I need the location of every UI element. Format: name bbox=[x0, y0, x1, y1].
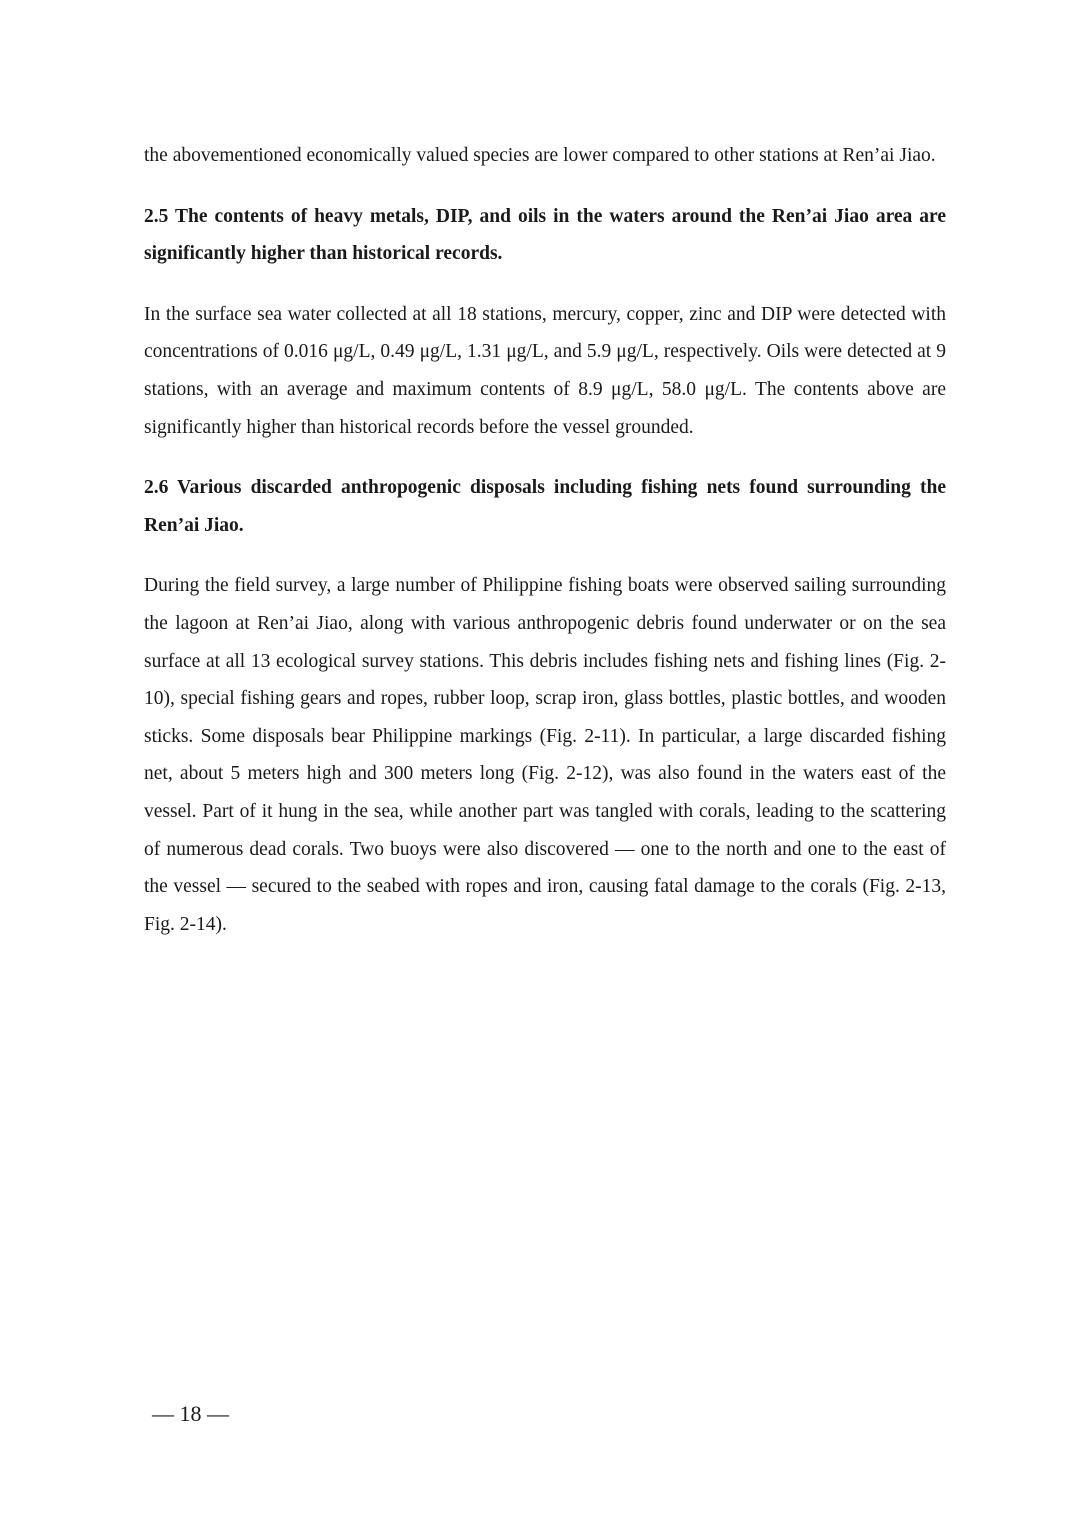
section-2-5-paragraph: In the surface sea water collected at all 18 stations, mercury, copper, zinc and DIP were detected with concentrations of 0.016 μg/L, 0.49 μg/L, 1.31 μg/L, and 5.9 μg/L, respectively. Oils were detected at 9 stations, with an average and maximum contents of 8.9 μg/L, 58.0 μg/L. The contents above are significantly higher than historical records before the vessel grounded. bbox=[144, 303, 946, 438]
page-number: — 18 — bbox=[152, 1401, 229, 1426]
section-2-6-paragraph: During the field survey, a large number of Philippine fishing boats were observed sailing surrounding the lagoon at Ren’ai Jiao, along with various anthropogenic debris found underwater or on the sea surface at all 13 ecological survey stations. This debris includes fishing nets and fishing lines (Fig. 2-10), special fishing gears and ropes, rubber loop, scrap iron, glass bottles, plastic bottles, and wooden sticks. Some disposals bear Philippine markings (Fig. 2-11). In particular, a large discarded fishing net, about 5 meters high and 300 meters long (Fig. 2-12), was also found in the waters east of the vessel. Part of it hung in the sea, while another part was tangled with corals, leading to the scattering of numerous dead corals. Two buoys were also discovered — one to the north and one to the east of the vessel — secured to the seabed with ropes and iron, causing fatal damage to the corals (Fig. 2-13, Fig. 2-14). bbox=[144, 575, 946, 935]
intro-continuation-paragraph: the abovementioned economically valued species are lower compared to other stations at Ren’ai Jiao. bbox=[144, 145, 936, 166]
page-content bbox=[144, 137, 946, 943]
section-2-6-heading: 2.6 Various discarded anthropogenic disposals including fishing nets found surrounding the Ren’ai Jiao. bbox=[144, 477, 946, 536]
section-2-5-heading: 2.5 The contents of heavy metals, DIP, and oils in the waters around the Ren’ai Jiao area are significantly higher than historical records. bbox=[144, 205, 946, 265]
